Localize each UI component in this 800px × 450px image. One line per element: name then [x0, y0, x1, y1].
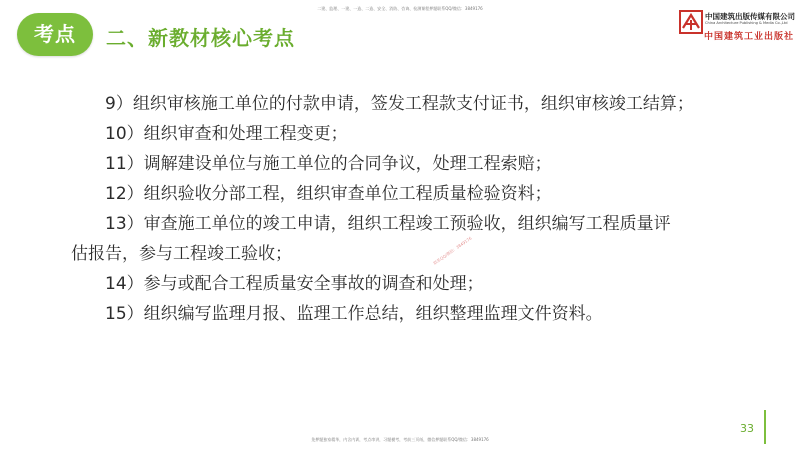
content-list: [71, 89, 761, 329]
list-item: [71, 209, 761, 269]
publisher-logo-icon: [679, 10, 703, 34]
topic-badge-label: 考点: [34, 22, 76, 46]
list-item: 10）组织审查和处理工程变更；: [105, 124, 348, 144]
watermark-stamp: 联系QQ/微信：3849176: [432, 235, 473, 266]
section-title: 二、新教材核心考点: [106, 26, 295, 50]
page-number: 33: [740, 422, 754, 435]
list-item: 14）参与或配合工程质量安全事故的调查和处理；: [105, 274, 484, 294]
list-item: 11）调解建设单位与施工单位的合同争议，处理工程索赔；: [105, 154, 552, 174]
publisher-name-en: China Architecture Publishing & Media Co.,Ltd: [705, 21, 788, 25]
list-item-line: 13）审查施工单位的竣工申请，组织工程竣工预验收，组织编写工程质量评: [105, 214, 671, 234]
list-item: 15）组织编写监理月报、监理工作总结，组织整理监理文件资料。: [105, 304, 603, 324]
publisher-name-cn: 中国建筑出版传媒有限公司: [705, 12, 795, 21]
list-item: 9）组织审核施工单位的付款申请，签发工程款支付证书，组织审核竣工结算；: [105, 94, 694, 114]
top-watermark: 二建、监理、一建、一造、二造、安全、消防、咨询、检测课程押题联系QQ/微信：3849176: [317, 6, 483, 11]
list-item: 12）组织验收分部工程，组织审查单位工程质量检验资料；: [105, 184, 552, 204]
publisher-calligraphy: 中国建筑工业出版社: [704, 32, 795, 42]
list-item-line: 估报告，参与工程竣工验收；: [71, 244, 292, 264]
topic-badge: [17, 13, 93, 56]
bottom-watermark: 免押题独家精华，内含内训，考点串讲，习题模考，考前三页纸，微信押题联系QQ/微信：3849176: [311, 437, 489, 442]
